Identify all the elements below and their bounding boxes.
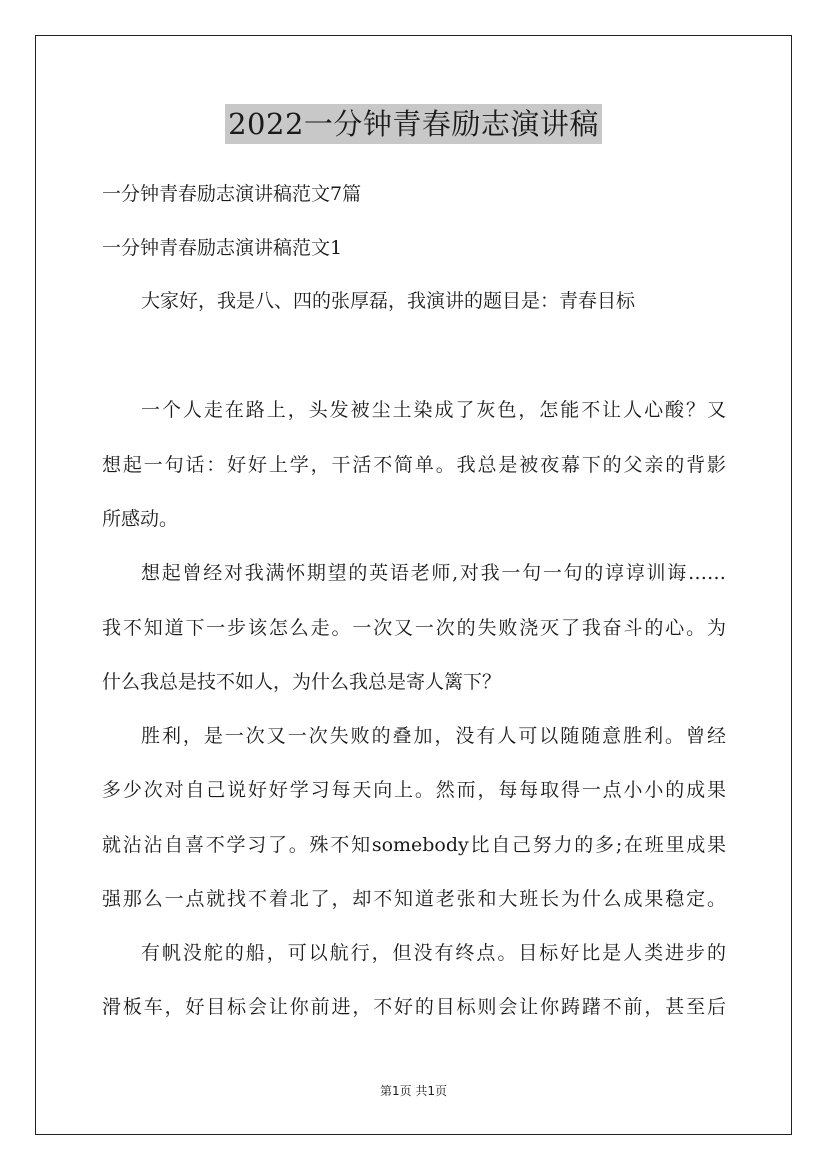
paragraph-line: 胜利，是一次又一次失败的叠加，没有人可以随随意胜利。曾经 <box>141 725 726 747</box>
paragraph-line: 就沾沾自喜不学习了。殊不知somebody比自己努力的多;在班里成果 <box>102 834 726 856</box>
intro-line: 大家好，我是八、四的张厚磊，我演讲的题目是：青春目标 <box>141 290 636 312</box>
paragraph-line: 想起曾经对我满怀期望的英语老师,对我一句一句的谆谆训诲…… <box>141 562 726 584</box>
document-title <box>0 104 827 144</box>
paragraph-line: 滑板车，好目标会让你前进，不好的目标则会让你踌躇不前，甚至后 <box>102 996 726 1018</box>
paragraph-line: 强那么一点就找不着北了，却不知道老张和大班长为什么成果稳定。 <box>102 888 726 910</box>
section-heading: 一分钟青春励志演讲稿范文1 <box>102 237 343 259</box>
paragraph-line: 多少次对自己说好好学习每天向上。然而，每每取得一点小小的成果 <box>102 779 726 801</box>
paragraph-line: 所感动。 <box>102 508 179 530</box>
paragraph-line: 我不知道下一步该怎么走。一次又一次的失败浇灭了我奋斗的心。为 <box>102 617 726 639</box>
paragraph-line: 什么我总是技不如人，为什么我总是寄人篱下？ <box>102 671 502 693</box>
paragraph-line: 想起一句话：好好上学，干活不简单。我总是被夜幕下的父亲的背影 <box>102 454 726 476</box>
document-title-text: 2022一分钟青春励志演讲稿 <box>225 104 602 144</box>
document-subtitle: 一分钟青春励志演讲稿范文7篇 <box>102 183 362 205</box>
page-number: 第1页 共1页 <box>379 1084 448 1098</box>
paragraph-line: 一个人走在路上，头发被尘土染成了灰色，怎能不让人心酸？又 <box>141 399 726 421</box>
paragraph-line: 有帆没舵的船，可以航行，但没有终点。目标好比是人类进步的 <box>141 942 726 964</box>
